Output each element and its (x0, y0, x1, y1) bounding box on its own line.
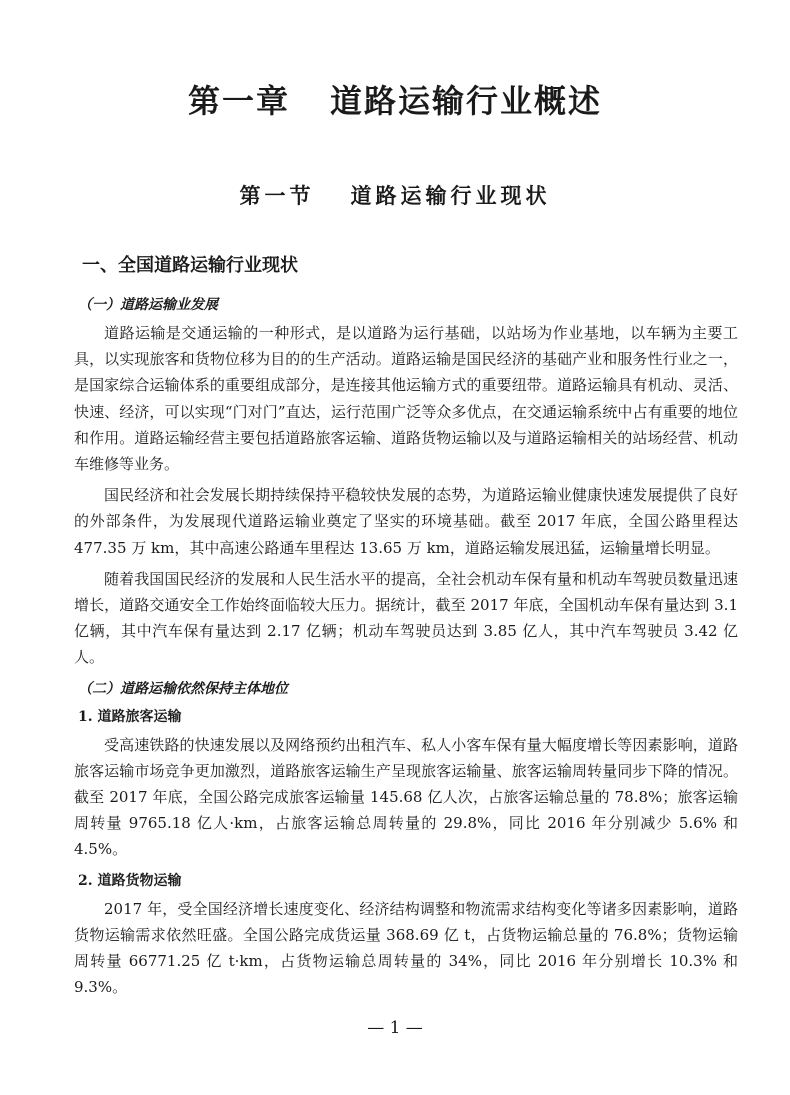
paragraph: 受高速铁路的快速发展以及网络预约出租汽车、私人小客车保有量大幅度增长等因素影响，道路旅客运输市场竞争更加激烈，道路旅客运输生产呈现旅客运输量、旅客运输周转量同步下降的情况。截至 2017 年底，全国公路完成旅客运输量 145.68 亿人次，占旅客运输总量的 78.8%；旅客运输周转量 9765.18 亿人·km，占旅客运输总周转量的 29.8%，同比 2016 年分别减少 5.6% 和 4.5%。 (74, 735, 738, 859)
subheading-dominant-position: （二）道路运输依然保持主体地位 (78, 680, 288, 697)
subheading-industry-development: （一）道路运输业发展 (78, 297, 218, 313)
chapter-title (0, 76, 790, 122)
item-heading-passenger: 1. 道路旅客运输 (78, 708, 182, 725)
section-name: 道路运输行业现状 (350, 183, 551, 208)
section-title (0, 180, 790, 210)
paragraph: 随着我国国民经济的发展和人民生活水平的提高，全社会机动车保有量和机动车驾驶员数量迅速增长，道路交通安全工作始终面临较大压力。据统计，截至 2017 年底，全国机动车保有量达到 3.1 亿辆，其中汽车保有量达到 2.17 亿辆；机动车驾驶员达到 3.85 亿人，其中汽车驾驶员 3.42 亿人。 (74, 569, 738, 667)
chapter-name: 道路运输行业概述 (330, 82, 603, 120)
page-number: — 1 — (367, 1018, 423, 1038)
item-heading-freight: 2. 道路货物运输 (78, 872, 182, 889)
section-number: 第一节 (239, 183, 315, 208)
paragraph: 2017 年，受全国经济增长速度变化、经济结构调整和物流需求结构变化等诸多因素影响，道路货物运输需求依然旺盛。全国公路完成货运量 368.69 亿 t，占货物运输总量的 76.8%；货物运输周转量 66771.25 亿 t·km，占货物运输总周转量的 34%，同比 2016 年分别增长 10.3% 和 9.3%。 (74, 899, 738, 997)
paragraph: 国民经济和社会发展长期持续保持平稳较快发展的态势，为道路运输业健康快速发展提供了良好的外部条件，为发展现代道路运输业奠定了坚实的环境基础。截至 2017 年底，全国公路里程达 477.35 万 km，其中高速公路通车里程达 13.65 万 km，道路运输发展迅猛，运输量增长明显。 (74, 486, 738, 557)
heading-national-status: 一、全国道路运输行业现状 (82, 255, 298, 276)
body-text (74, 252, 738, 1005)
paragraph: 道路运输是交通运输的一种形式，是以道路为运行基础，以站场为作业基地，以车辆为主要工具，以实现旅客和货物位移为目的的生产活动。道路运输是国民经济的基础产业和服务性行业之一，是国家综合运输体系的重要组成部分，是连接其他运输方式的重要纽带。道路运输具有机动、灵活、快速、经济，可以实现“门对门”直达，运行范围广泛等众多优点，在交通运输系统中占有重要的地位和作用。道路运输经营主要包括道路旅客运输、道路货物运输以及与道路运输相关的站场经营、机动车维修等业务。 (74, 324, 738, 474)
chapter-number: 第一章 (187, 82, 290, 120)
